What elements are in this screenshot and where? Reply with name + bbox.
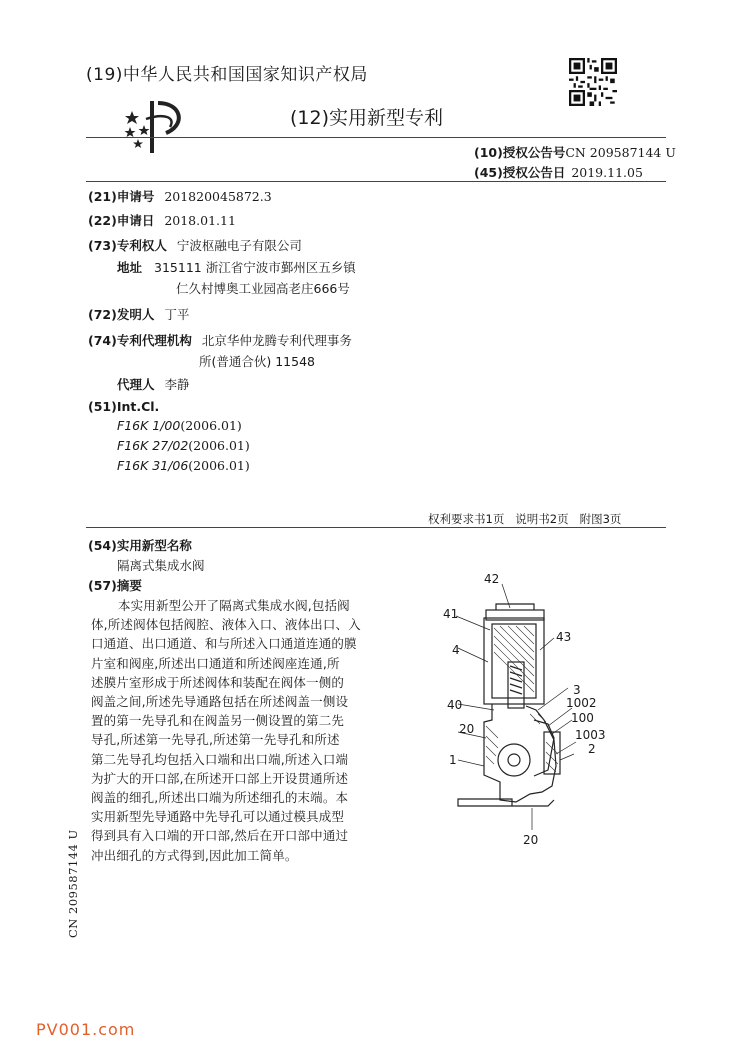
ipc-entry bbox=[117, 438, 250, 453]
patent-agency bbox=[88, 331, 352, 349]
abstract-line: 本实用新型公开了隔离式集成水阀,包括阀 bbox=[118, 598, 350, 613]
inventor-label: (72)发明人 bbox=[88, 307, 155, 322]
ipc-code: F16K 1/00 bbox=[117, 418, 181, 433]
abstract-line: 阀盖的细孔,所述出口端为所述细孔的末端。本 bbox=[91, 790, 349, 806]
utility-model-title: 隔离式集成水阀 bbox=[117, 558, 205, 573]
address bbox=[117, 258, 356, 276]
patent-agency-label: (74)专利代理机构 bbox=[88, 333, 192, 348]
figure-label: 41 bbox=[443, 607, 459, 621]
qr-code bbox=[569, 58, 617, 106]
figure-label: 42 bbox=[484, 572, 500, 586]
abstract-line: 片室和阀座,所述出口通道和所述阀座连通,所 bbox=[91, 655, 340, 671]
figure-label: 1002 bbox=[566, 696, 597, 710]
abstract-line: 为扩大的开口部,在所述开口部上开设贯通所述 bbox=[91, 770, 349, 786]
application-date-label: (22)申请日 bbox=[88, 213, 155, 228]
publication-date-label: (45)授权公告日 bbox=[474, 165, 566, 180]
valve-drawing bbox=[430, 570, 645, 855]
figure-label: 3 bbox=[573, 683, 581, 697]
ipc-code: F16K 27/02 bbox=[117, 438, 189, 453]
title-label: (54)实用新型名称 bbox=[88, 538, 192, 553]
ipc-code: F16K 31/06 bbox=[117, 458, 189, 473]
application-number bbox=[88, 187, 272, 205]
abstract-line: 实用新型先导通路中先导孔可以通过模具成型 bbox=[91, 809, 345, 825]
figure-label: 43 bbox=[556, 630, 572, 644]
agent bbox=[117, 375, 190, 393]
page-counts: 权利要求书1页 说明书2页 附图3页 bbox=[428, 512, 622, 526]
abstract-line: 置的第一先导孔和在阀盖另一侧设置的第二先 bbox=[91, 713, 345, 729]
application-number-label: (21)申请号 bbox=[88, 189, 155, 204]
figure-label: 1003 bbox=[575, 728, 606, 742]
side-publication-number: CN 209587144 U bbox=[66, 829, 80, 938]
figure-label: 1 bbox=[449, 753, 457, 767]
address-label: 地址 bbox=[117, 260, 143, 275]
publication-number-label: (10)授权公告号 bbox=[474, 145, 566, 160]
patentee-value: 宁波枢融电子有限公司 bbox=[176, 238, 302, 253]
ipc-label: (51)Int.Cl. bbox=[88, 399, 160, 414]
ipc-version: (2006.01) bbox=[188, 438, 250, 453]
publication-number-value: CN 209587144 U bbox=[565, 145, 676, 160]
figure-label: 2 bbox=[588, 742, 596, 756]
address-line-2: 仁久村博奥工业园高老庄666号 bbox=[176, 281, 350, 296]
patent-agency-line-1: 北京华仲龙腾专利代理事务 bbox=[201, 333, 352, 348]
publication-number bbox=[474, 143, 676, 161]
abstract-line: 第二先导孔均包括入口端和出口端,所述入口端 bbox=[91, 751, 349, 767]
inventor-value: 丁平 bbox=[164, 307, 190, 322]
abstract-line: 阀盖之间,所述先导通路包括在所述阀盖一侧设 bbox=[91, 694, 349, 710]
figure-label: 20 bbox=[459, 722, 475, 736]
patent-agency-line-2: 所(普通合伙) 11548 bbox=[199, 354, 315, 369]
abstract-label: (57)摘要 bbox=[88, 578, 142, 593]
abstract-line: 冲出细孔的方式得到,因此加工简单。 bbox=[91, 847, 298, 863]
agent-value: 李静 bbox=[164, 377, 190, 392]
watermark: PV001.com bbox=[36, 1020, 136, 1039]
address-line-1: 315111 浙江省宁波市鄞州区五乡镇 bbox=[154, 260, 356, 275]
patentee-label: (73)专利权人 bbox=[88, 238, 167, 253]
inventor bbox=[88, 305, 189, 323]
application-date-value: 2018.01.11 bbox=[164, 213, 236, 228]
ipc-version: (2006.01) bbox=[180, 418, 242, 433]
abstract-line: 得到具有入口端的开口部,然后在开口部中通过 bbox=[91, 828, 349, 844]
ipc-entry bbox=[117, 458, 250, 473]
application-date bbox=[88, 211, 236, 229]
ipc-entry bbox=[117, 418, 242, 433]
abstract-line: 述膜片室形成于所述阀体和装配在阀体一侧的 bbox=[91, 674, 345, 690]
abstract-line: 口通道、出口通道、和与所述入口通道连通的膜 bbox=[91, 636, 357, 652]
cnipa-logo bbox=[124, 95, 190, 155]
abstract-line: 体,所述阀体包括阀腔、液体入口、液体出口、入 bbox=[91, 617, 361, 633]
publication-date-value: 2019.11.05 bbox=[571, 165, 643, 180]
agent-label: 代理人 bbox=[117, 377, 155, 392]
document-type: (12)实用新型专利 bbox=[290, 107, 444, 129]
application-number-value: 201820045872.3 bbox=[164, 189, 272, 204]
abstract-text bbox=[91, 596, 389, 865]
figure-label: 4 bbox=[452, 643, 460, 657]
figure-label: 40 bbox=[447, 698, 463, 712]
figure-label: 20 bbox=[523, 833, 539, 847]
ipc-version: (2006.01) bbox=[188, 458, 250, 473]
patentee bbox=[88, 236, 302, 254]
publication-date bbox=[474, 163, 643, 181]
abstract-line: 导孔,所述第一先导孔,所述第一先导孔和所述 bbox=[91, 732, 340, 748]
authority-name: (19)中华人民共和国国家知识产权局 bbox=[86, 65, 368, 85]
figure-label: 100 bbox=[571, 711, 594, 725]
